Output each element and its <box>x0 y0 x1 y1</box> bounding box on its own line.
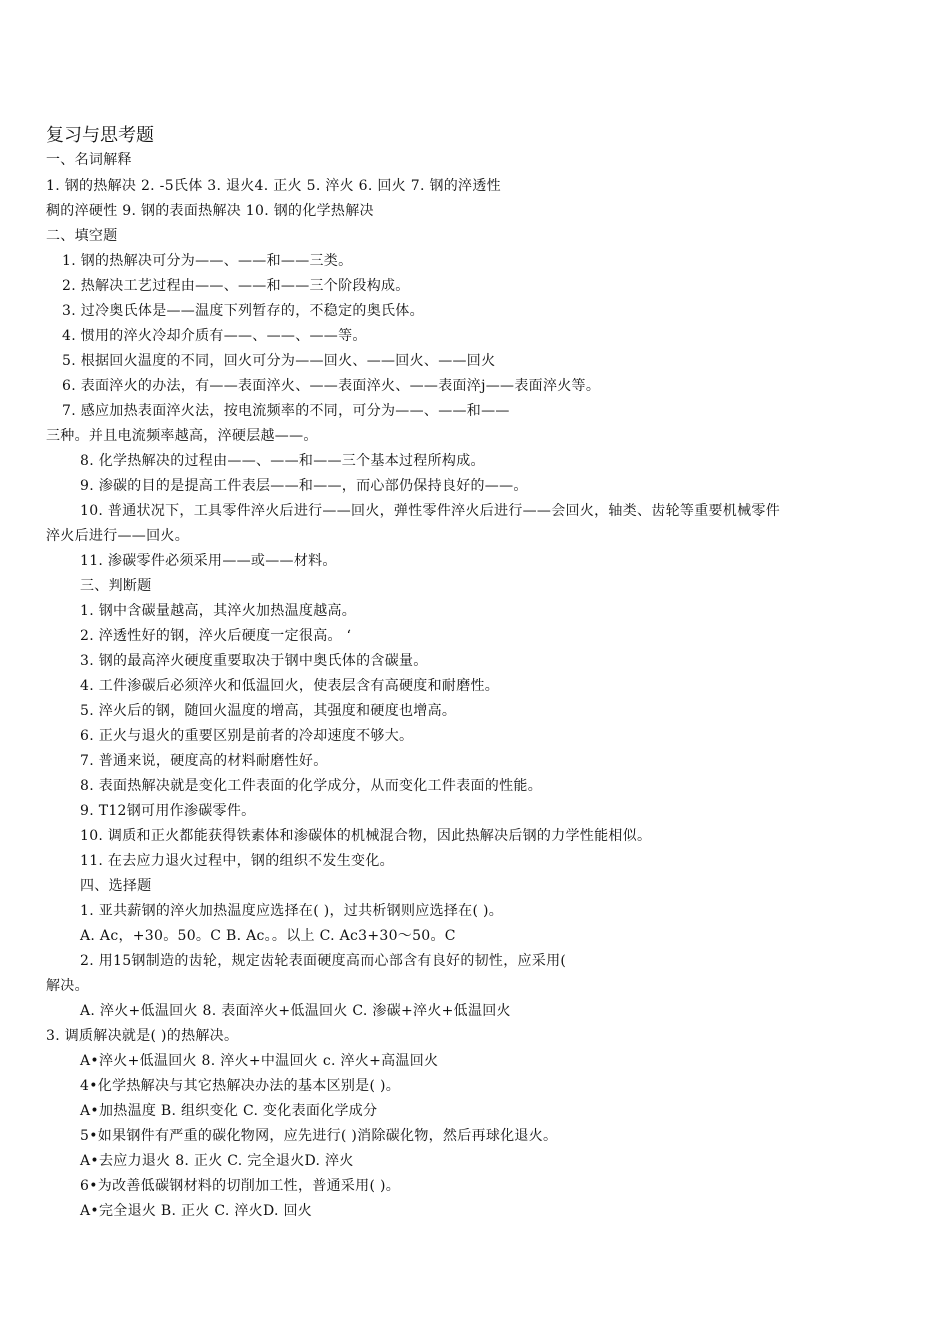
text-line: A•加热温度 B. 组织变化 C. 变化表面化学成分 <box>80 1103 378 1119</box>
text-line: A•淬火+低温回火 8. 淬火+中温回火 c. 淬火+高温回火 <box>80 1053 439 1069</box>
text-line: 6•为改善低碳钢材料的切削加工性，普通采用( )。 <box>80 1178 401 1194</box>
text-line: A•去应力退火 8. 正火 C. 完全退火D. 淬火 <box>80 1153 354 1169</box>
text-line: 8. 化学热解决的过程由——、——和——三个基本过程所构成。 <box>80 453 485 469</box>
text-line: A•完全退火 B. 正火 C. 淬火D. 回火 <box>80 1203 313 1219</box>
text-line: 9. T12钢可用作渗碳零件。 <box>80 803 256 819</box>
text-line: 11. 在去应力退火过程中，钢的组织不发生变化。 <box>80 853 394 869</box>
text-line: 10. 调质和正火都能获得铁素体和渗碳体的机械混合物，因此热解决后钢的力学性能相似。 <box>80 828 652 844</box>
page-title: 复习与思考题 <box>46 125 154 146</box>
text-line: 二、填空题 <box>46 228 118 244</box>
text-line: 4•化学热解决与其它热解决办法的基本区别是( )。 <box>80 1078 401 1094</box>
text-line: 5. 根据回火温度的不同，回火可分为——回火、——回火、——回火 <box>62 353 496 369</box>
text-line: 解决。 <box>46 978 89 994</box>
text-line: 一、名词解释 <box>46 152 132 168</box>
text-line: 8. 表面热解决就是变化工件表面的化学成分，从而变化工件表面的性能。 <box>80 778 543 794</box>
text-line: 11. 渗碳零件必须采用——或——材料。 <box>80 553 337 569</box>
text-line: 9. 渗碳的目的是提高工件表层——和——，而心部仍保持良好的——。 <box>80 478 528 494</box>
text-line: 4. 惯用的淬火冷却介质有——、——、——等。 <box>62 328 367 344</box>
text-line: 四、选择题 <box>80 878 152 894</box>
text-line: 10. 普通状况下，工具零件淬火后进行——回火，弹性零件淬火后进行——会回火，轴类、齿轮等重要机械零件 <box>80 503 781 519</box>
text-line: 4. 工件渗碳后必须淬火和低温回火，使表层含有高硬度和耐磨性。 <box>80 678 500 694</box>
text-line: A. Ac，+30。50。C B. Ac。。以上 C. Ac3+30～50。C <box>80 928 456 944</box>
text-line: 2. 淬透性好的钢，淬火后硬度一定很高。 ‘ <box>80 628 352 644</box>
text-line: A. 淬火+低温回火 8. 表面淬火+低温回火 C. 渗碳+淬火+低温回火 <box>80 1003 511 1019</box>
text-line: 7. 普通来说，硬度高的材料耐磨性好。 <box>80 753 328 769</box>
text-line: 3. 过冷奥氏体是——温度下列暂存的，不稳定的奥氏体。 <box>62 303 424 319</box>
text-line: 三种。并且电流频率越高，淬硬层越——。 <box>46 428 318 444</box>
text-line: 2. 用15钢制造的齿轮，规定齿轮表面硬度高而心部含有良好的韧性，应采用( <box>80 953 567 969</box>
text-line: 5. 淬火后的钢，随回火温度的增高，其强度和硬度也增高。 <box>80 703 457 719</box>
text-line: 3. 调质解决就是( )的热解决。 <box>46 1028 239 1044</box>
text-line: 稠的淬硬性 9. 钢的表面热解决 10. 钢的化学热解决 <box>46 203 374 219</box>
text-line: 7. 感应加热表面淬火法，按电流频率的不同，可分为——、——和—— <box>62 403 510 419</box>
text-line: 1. 钢的热解决 2. -5氏体 3. 退火4. 正火 5. 淬火 6. 回火 7. 钢的淬透性 <box>46 178 501 194</box>
text-line: 1. 亚共薪钢的淬火加热温度应选择在( )，过共析钢则应选择在( )。 <box>80 903 504 919</box>
text-line: 淬火后进行——回火。 <box>46 528 189 544</box>
text-line: 1. 钢的热解决可分为——、——和——三类。 <box>62 253 353 269</box>
text-line: 6. 正火与退火的重要区别是前者的冷却速度不够大。 <box>80 728 414 744</box>
text-line: 三、判断题 <box>80 578 152 594</box>
text-line: 5•如果钢件有严重的碳化物网，应先进行( )消除碳化物，然后再球化退火。 <box>80 1128 558 1144</box>
text-line: 1. 钢中含碳量越高，其淬火加热温度越高。 <box>80 603 357 619</box>
text-line: 6. 表面淬火的办法，有——表面淬火、——表面淬火、——表面淬j——表面淬火等。 <box>62 378 601 394</box>
text-line: 2. 热解决工艺过程由——、——和——三个阶段构成。 <box>62 278 410 294</box>
text-line: 3. 钢的最高淬火硬度重要取决于钢中奥氏体的含碳量。 <box>80 653 428 669</box>
